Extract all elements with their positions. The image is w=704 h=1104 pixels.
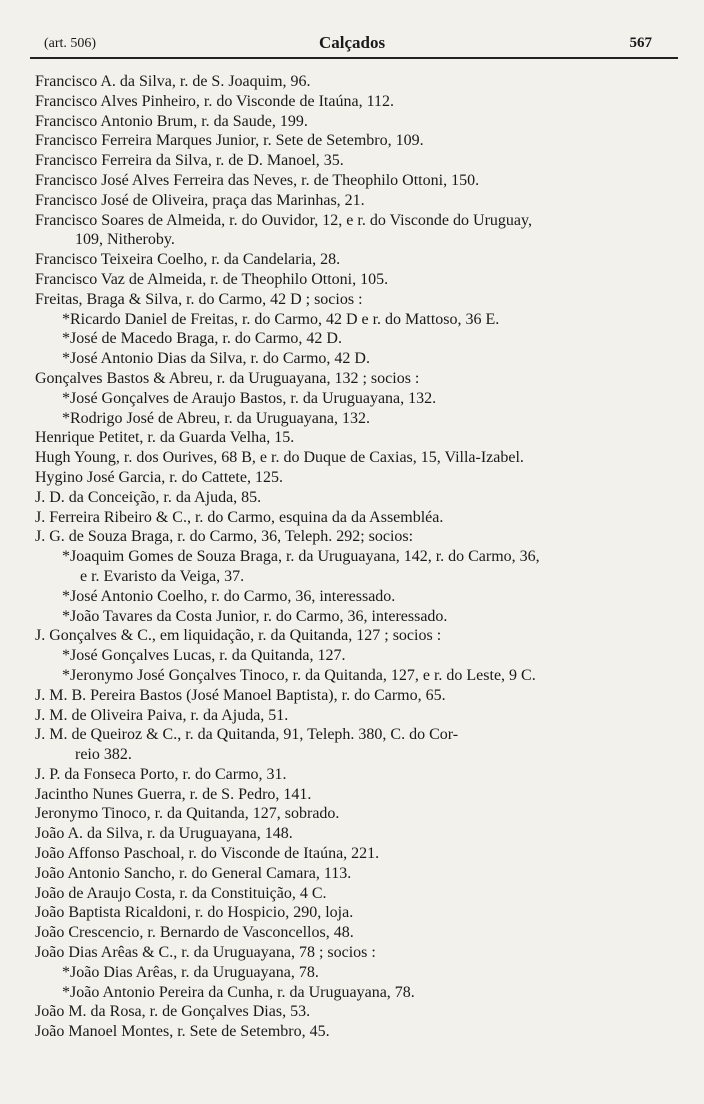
partner-entry: *José de Macedo Braga, r. do Carmo, 42 D. xyxy=(62,330,342,348)
header-rule xyxy=(30,57,678,59)
directory-entry: Jeronymo Tinoco, r. da Quitanda, 127, sobrado. xyxy=(35,805,340,823)
directory-entry: J. M. B. Pereira Bastos (José Manoel Baptista), r. do Carmo, 65. xyxy=(35,686,446,704)
directory-entry: Jacintho Nunes Guerra, r. de S. Pedro, 141. xyxy=(35,785,312,803)
directory-entry: Francisco Ferreira da Silva, r. de D. Manoel, 35. xyxy=(35,152,344,170)
entry-continuation: e r. Evaristo da Veiga, 37. xyxy=(80,567,245,585)
directory-entry: João Manoel Montes, r. Sete de Setembro, 45. xyxy=(35,1023,330,1041)
directory-entry: João Crescencio, r. Bernardo de Vasconcellos, 48. xyxy=(35,924,354,942)
directory-entry: Francisco Vaz de Almeida, r. de Theophilo Ottoni, 105. xyxy=(35,270,389,288)
directory-entry: Freitas, Braga & Silva, r. do Carmo, 42 D ; socios : xyxy=(35,290,363,308)
directory-entry: João de Araujo Costa, r. da Constituição, 4 C. xyxy=(35,884,327,902)
directory-entry: João Affonso Paschoal, r. do Visconde de Itaúna, 221. xyxy=(35,845,380,863)
partner-entry: *José Gonçalves Lucas, r. da Quitanda, 127. xyxy=(62,647,346,665)
page-header xyxy=(30,30,674,56)
directory-entry: Francisco José Alves Ferreira das Neves, r. de Theophilo Ottoni, 150. xyxy=(35,171,480,189)
directory-entry: João A. da Silva, r. da Uruguayana, 148. xyxy=(35,825,293,843)
directory-entry: Francisco Alves Pinheiro, r. do Visconde de Itaúna, 112. xyxy=(35,92,394,110)
directory-entry: Francisco Antonio Brum, r. da Saude, 199. xyxy=(35,112,308,130)
entry-list xyxy=(0,72,704,1042)
partner-entry: *Joaquim Gomes de Souza Braga, r. da Uruguayana, 142, r. do Carmo, 36, xyxy=(62,548,540,566)
partner-entry: *Rodrigo José de Abreu, r. da Uruguayana, 132. xyxy=(62,409,370,427)
directory-entry: J. D. da Conceição, r. da Ajuda, 85. xyxy=(35,488,262,506)
page-number: 567 xyxy=(629,35,652,51)
directory-entry: Henrique Petitet, r. da Guarda Velha, 15. xyxy=(35,429,295,447)
partner-entry: *Ricardo Daniel de Freitas, r. do Carmo, 42 D e r. do Mattoso, 36 E. xyxy=(62,310,500,328)
partner-entry: *José Antonio Coelho, r. do Carmo, 36, interessado. xyxy=(62,587,396,605)
directory-entry: J. P. da Fonseca Porto, r. do Carmo, 31. xyxy=(35,765,287,783)
partner-entry: *João Antonio Pereira da Cunha, r. da Uruguayana, 78. xyxy=(62,983,415,1001)
directory-entry: J. Ferreira Ribeiro & C., r. do Carmo, esquina da da Assembléa. xyxy=(35,508,444,526)
partner-entry: *José Gonçalves de Araujo Bastos, r. da Uruguayana, 132. xyxy=(62,389,437,407)
directory-entry: João Baptista Ricaldoni, r. do Hospicio, 290, loja. xyxy=(35,904,354,922)
directory-entry: J. Gonçalves & C., em liquidação, r. da Quitanda, 127 ; socios : xyxy=(35,627,442,645)
section-title: Calçados xyxy=(318,33,386,52)
directory-entry: J. M. de Oliveira Paiva, r. da Ajuda, 51. xyxy=(35,706,289,724)
directory-entry: Francisco Teixeira Coelho, r. da Candelaria, 28. xyxy=(35,251,341,269)
directory-entry: Francisco José de Oliveira, praça das Marinhas, 21. xyxy=(35,191,365,209)
directory-entry: Hygino José Garcia, r. do Cattete, 125. xyxy=(35,468,283,486)
partner-entry: *João Tavares da Costa Junior, r. do Carmo, 36, interessado. xyxy=(62,607,448,625)
entry-continuation: reio 382. xyxy=(75,746,132,764)
directory-entry: João M. da Rosa, r. de Gonçalves Dias, 53. xyxy=(35,1003,311,1021)
directory-entry: Francisco Ferreira Marques Junior, r. Sete de Setembro, 109. xyxy=(35,132,424,150)
partner-entry: *Jeronymo José Gonçalves Tinoco, r. da Quitanda, 127, e r. do Leste, 9 C. xyxy=(62,666,536,684)
entry-continuation: 109, Nitheroby. xyxy=(75,231,175,249)
directory-entry: J. M. de Queiroz & C., r. da Quitanda, 91, Teleph. 380, C. do Cor- xyxy=(35,726,459,744)
directory-entry: Francisco Soares de Almeida, r. do Ouvidor, 12, e r. do Visconde do Uruguay, xyxy=(35,211,532,229)
partner-entry: *José Antonio Dias da Silva, r. do Carmo, 42 D. xyxy=(62,350,370,368)
partner-entry: *João Dias Arêas, r. da Uruguayana, 78. xyxy=(62,963,319,981)
directory-entry: Hugh Young, r. dos Ourives, 68 B, e r. do Duque de Caxias, 15, Villa-Izabel. xyxy=(35,449,524,467)
directory-entry: João Antonio Sancho, r. do General Camara, 113. xyxy=(35,864,352,882)
directory-entry: João Dias Arêas & C., r. da Uruguayana, 78 ; socios : xyxy=(35,944,376,962)
directory-entry: Gonçalves Bastos & Abreu, r. da Uruguayana, 132 ; socios : xyxy=(35,369,420,387)
directory-entry: Francisco A. da Silva, r. de S. Joaquim, 96. xyxy=(35,73,311,90)
article-reference: (art. 506) xyxy=(44,36,97,51)
directory-entry: J. G. de Souza Braga, r. do Carmo, 36, Teleph. 292; socios: xyxy=(35,528,414,546)
